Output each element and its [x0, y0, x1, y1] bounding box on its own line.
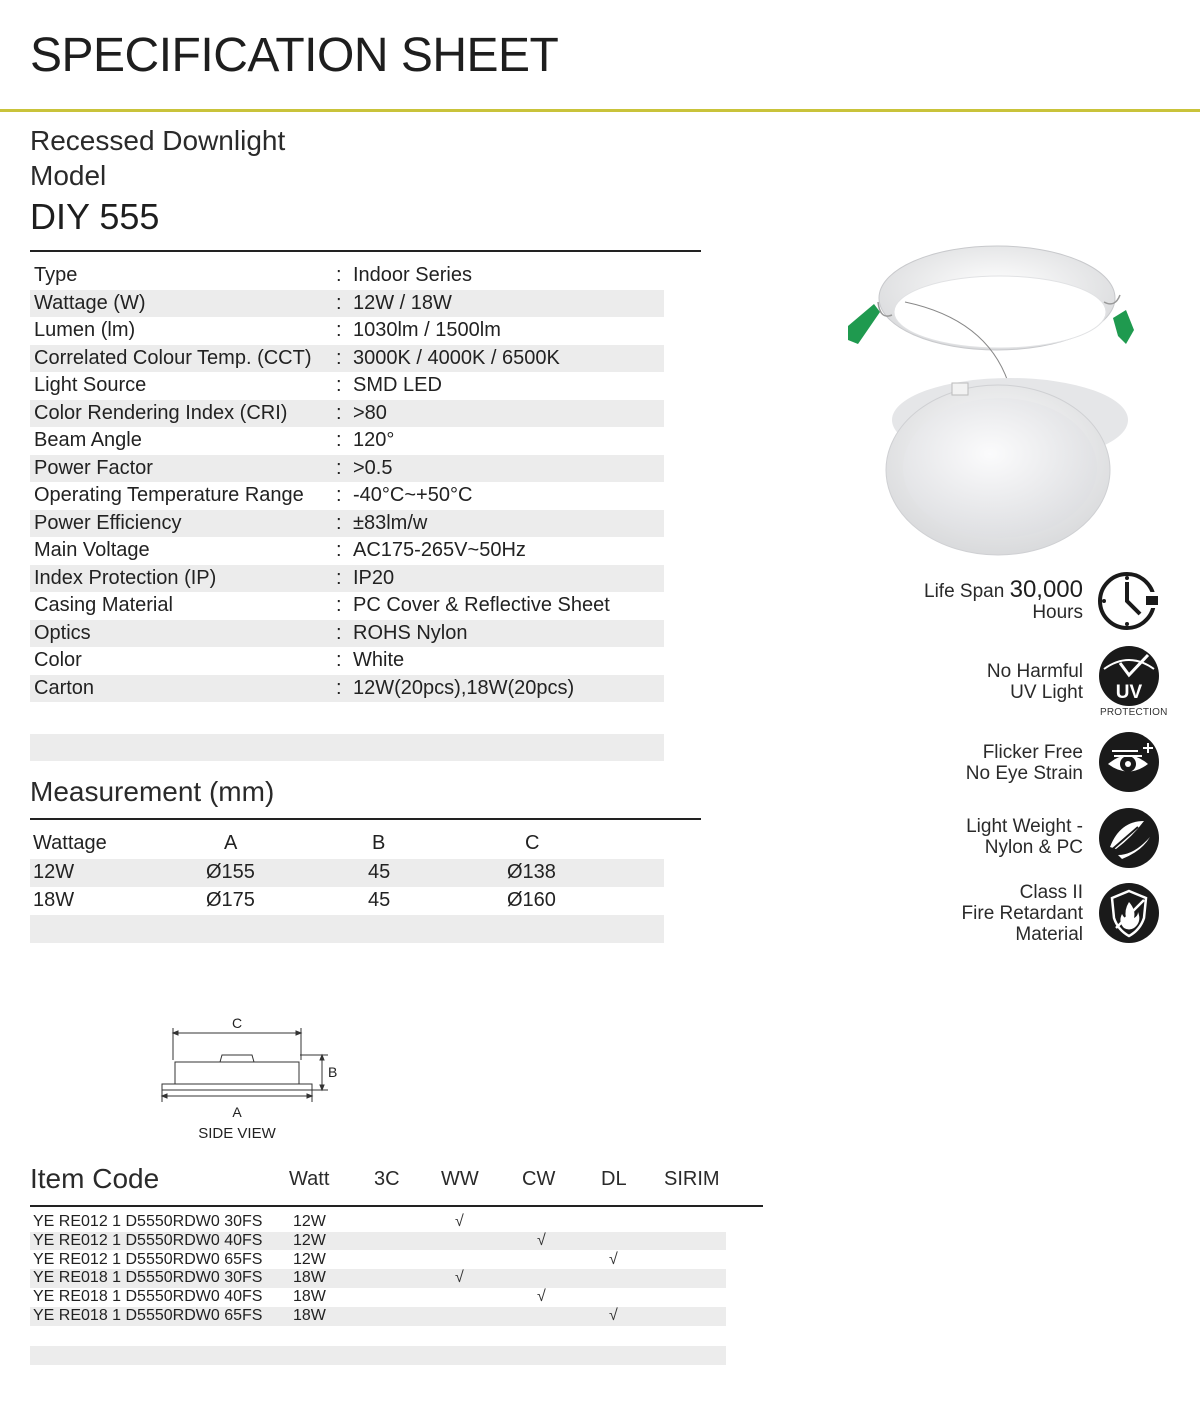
spec-label: Correlated Colour Temp. (CCT) — [34, 346, 312, 369]
item-code-title: Item Code — [30, 1163, 160, 1194]
item-code-row — [30, 1288, 726, 1307]
spec-divider — [30, 250, 701, 252]
spec-label: Carton — [34, 676, 95, 699]
spec-value: 3000K / 4000K / 6500K — [353, 346, 560, 369]
measurement-footer — [30, 915, 664, 943]
feature-text: No Eye Strain — [965, 763, 1083, 784]
spec-row — [30, 537, 664, 565]
spec-row — [30, 372, 664, 400]
feature-text: Class II — [1019, 882, 1083, 903]
spec-separator: : — [336, 621, 342, 644]
spec-separator: : — [336, 346, 342, 369]
col-cw: CW — [522, 1168, 556, 1190]
spec-separator: : — [336, 484, 342, 506]
dim-label-c: C — [231, 1015, 243, 1031]
uv-icon-text: UV — [1115, 682, 1143, 703]
spec-separator: : — [336, 594, 342, 616]
item-watt: 18W — [293, 1288, 326, 1306]
cell-b: 45 — [368, 889, 391, 911]
spec-separator: : — [336, 374, 342, 396]
eye-icon — [1098, 731, 1160, 793]
item-code: YE RE018 1 D5550RDW0 40FS — [33, 1288, 263, 1306]
model-code: DIY 555 — [30, 196, 160, 237]
feature-class-ii — [962, 882, 1083, 945]
cell-a: Ø175 — [206, 889, 255, 911]
spec-row — [30, 482, 664, 510]
cell-c: Ø160 — [507, 889, 556, 911]
check-mark: √ — [609, 1307, 618, 1324]
item-code-row — [30, 1307, 726, 1326]
spec-row — [30, 317, 664, 345]
item-watt: 12W — [293, 1213, 326, 1230]
cell-b: 45 — [368, 861, 391, 883]
dim-label-a: A — [232, 1104, 242, 1120]
spec-row — [30, 647, 664, 675]
spec-table — [30, 262, 664, 702]
feature-text: Light Weight - — [966, 816, 1083, 837]
col-wattage: Wattage — [33, 832, 107, 854]
model-label: Model — [30, 160, 107, 191]
spec-separator: : — [336, 511, 342, 534]
feature-text: Nylon & PC — [984, 837, 1083, 858]
cell-wattage: 12W — [33, 861, 75, 883]
fire-shield-icon — [1098, 882, 1160, 944]
item-code-row — [30, 1213, 726, 1232]
feature-uv — [987, 661, 1083, 703]
spec-value: ROHS Nylon — [353, 621, 468, 644]
col-watt: Watt — [289, 1168, 330, 1190]
item-code: YE RE018 1 D5550RDW0 30FS — [33, 1269, 263, 1287]
feature-text: Fire Retardant — [961, 903, 1083, 924]
item-code: YE RE018 1 D5550RDW0 65FS — [33, 1307, 263, 1324]
spec-separator: : — [336, 429, 342, 451]
check-mark: √ — [609, 1250, 618, 1268]
feature-flicker-free — [966, 742, 1083, 784]
spec-label: Lumen (lm) — [34, 319, 136, 341]
uv-protection-icon — [1098, 645, 1160, 707]
spec-separator: : — [336, 291, 342, 314]
spec-value: 12W / 18W — [353, 291, 452, 314]
spec-value: -40°C~+50°C — [353, 484, 473, 506]
table-row — [30, 887, 664, 915]
spec-value: IP20 — [353, 566, 395, 589]
feature-text: Life Span — [924, 581, 1010, 602]
measurement-divider — [30, 818, 701, 820]
cell-a: Ø155 — [206, 861, 255, 883]
spec-row — [30, 510, 664, 538]
spec-separator: : — [336, 319, 342, 341]
table-row — [30, 859, 664, 887]
spec-separator: : — [336, 566, 342, 589]
item-watt: 18W — [293, 1307, 326, 1324]
spec-value: >80 — [353, 401, 387, 424]
measurement-header — [30, 830, 664, 858]
item-watt: 12W — [293, 1231, 326, 1249]
col-ww: WW — [441, 1168, 479, 1190]
spec-label: Light Source — [34, 374, 147, 396]
spec-value: 120° — [353, 429, 395, 451]
check-mark: √ — [455, 1269, 464, 1287]
spec-value: White — [353, 649, 405, 671]
feature-text: Material — [1015, 924, 1083, 945]
feather-icon — [1098, 807, 1160, 869]
spec-row — [30, 565, 664, 593]
downlight-product-image — [830, 240, 1160, 560]
spec-table-footer — [30, 734, 664, 761]
page-title: SPECIFICATION SHEET — [30, 29, 559, 82]
feature-text: No Harmful — [986, 661, 1083, 682]
feature-life-span — [924, 576, 1083, 623]
feature-text: Hours — [1032, 602, 1083, 623]
uv-caption: PROTECTION — [1100, 707, 1168, 718]
spec-separator: : — [336, 649, 342, 671]
spec-label: Power Efficiency — [34, 511, 182, 534]
spec-label: Color Rendering Index (CRI) — [34, 401, 288, 424]
spec-label: Index Protection (IP) — [34, 566, 217, 589]
col-b: B — [372, 832, 386, 854]
check-mark: √ — [455, 1213, 464, 1230]
spec-separator: : — [336, 264, 342, 286]
item-code: YE RE012 1 D5550RDW0 65FS — [33, 1250, 263, 1268]
check-mark: √ — [537, 1231, 546, 1249]
diagram-caption: SIDE VIEW — [198, 1125, 276, 1142]
spec-value: 1030lm / 1500lm — [353, 319, 501, 341]
spec-value: >0.5 — [353, 456, 393, 479]
side-view-diagram — [150, 1010, 350, 1150]
spec-row — [30, 592, 664, 620]
spec-value: ±83lm/w — [353, 511, 428, 534]
spec-label: Wattage (W) — [34, 291, 146, 314]
feature-text: UV Light — [1010, 682, 1083, 703]
spec-label: Main Voltage — [34, 539, 150, 561]
spec-row — [30, 675, 664, 703]
item-watt: 18W — [293, 1269, 326, 1287]
spec-value: SMD LED — [353, 374, 442, 396]
item-code-row — [30, 1269, 726, 1288]
col-sirim: SIRIM — [664, 1168, 720, 1190]
spec-row — [30, 262, 664, 290]
spec-row — [30, 427, 664, 455]
product-name: Recessed Downlight — [30, 125, 286, 156]
spec-label: Optics — [34, 621, 91, 644]
spec-separator: : — [336, 456, 342, 479]
measurement-title: Measurement (mm) — [30, 776, 275, 807]
spec-row — [30, 455, 664, 483]
item-code-row — [30, 1232, 726, 1251]
spec-separator: : — [336, 676, 342, 699]
feature-light-weight — [966, 816, 1083, 858]
feature-text: Flicker Free — [982, 742, 1083, 763]
spec-label: Type — [34, 264, 78, 286]
spec-row — [30, 620, 664, 648]
spec-value: 12W(20pcs),18W(20pcs) — [353, 676, 575, 699]
clock-icon — [1098, 570, 1160, 632]
spec-label: Casing Material — [34, 594, 173, 616]
spec-value: PC Cover & Reflective Sheet — [353, 594, 610, 616]
col-3c: 3C — [374, 1168, 400, 1190]
item-code-footer — [30, 1346, 726, 1365]
col-c: C — [525, 832, 540, 854]
spec-value: AC175-265V~50Hz — [353, 539, 526, 561]
item-code-divider — [30, 1205, 763, 1207]
feature-highlight: 30,000 — [1009, 576, 1083, 603]
item-code: YE RE012 1 D5550RDW0 30FS — [33, 1213, 263, 1230]
spec-label: Power Factor — [34, 456, 153, 479]
spec-value: Indoor Series — [353, 264, 472, 286]
cell-wattage: 18W — [33, 889, 75, 911]
col-a: A — [224, 832, 238, 854]
col-dl: DL — [601, 1168, 627, 1190]
check-mark: √ — [537, 1288, 546, 1306]
spec-row — [30, 400, 664, 428]
spec-separator: : — [336, 401, 342, 424]
cell-c: Ø138 — [507, 861, 556, 883]
spec-separator: : — [336, 539, 342, 561]
spec-label: Beam Angle — [34, 429, 142, 451]
item-code-row — [30, 1251, 726, 1270]
dim-label-b: B — [328, 1064, 338, 1080]
spec-label: Operating Temperature Range — [34, 484, 304, 506]
spec-row — [30, 290, 664, 318]
spec-row — [30, 345, 664, 373]
item-code: YE RE012 1 D5550RDW0 40FS — [33, 1231, 263, 1249]
title-divider — [0, 109, 1200, 112]
item-watt: 12W — [293, 1250, 326, 1268]
spec-label: Color — [34, 649, 82, 671]
